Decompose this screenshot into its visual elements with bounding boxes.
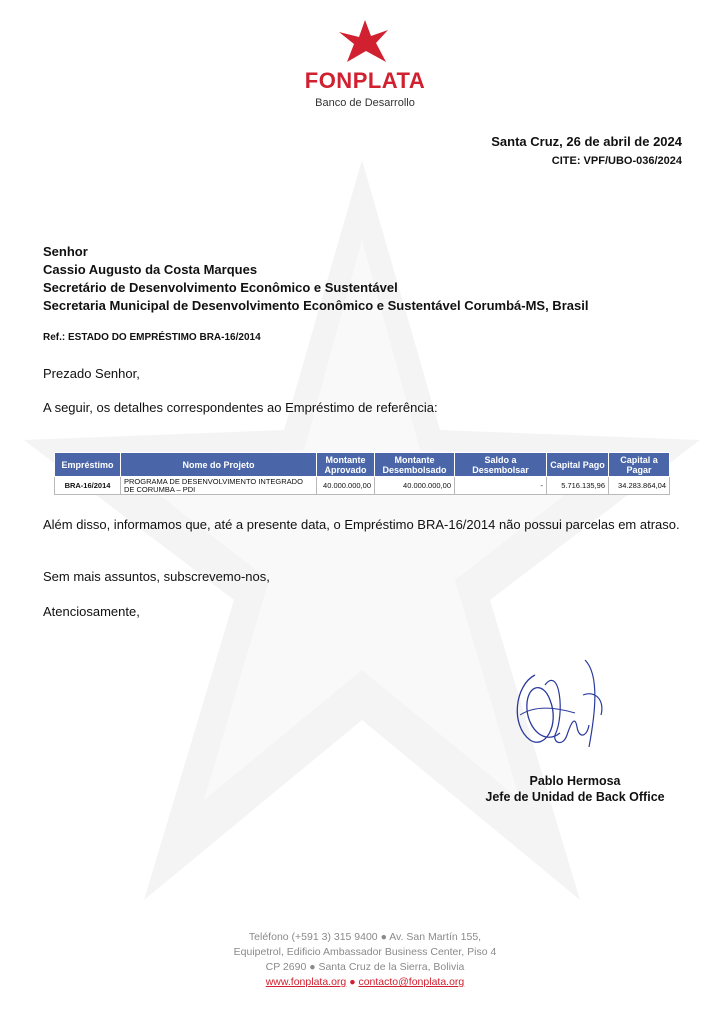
star-icon [290, 18, 440, 70]
table-cell: BRA-16/2014 [55, 477, 121, 495]
footer-line: Teléfono (+591 3) 315 9400 ● Av. San Martín 155, [248, 931, 482, 943]
table-row [55, 477, 670, 495]
table-cell: 5.716.135,96 [547, 477, 609, 495]
footer-line: Equipetrol, Edificio Ambassador Business Center, Piso 4 [233, 946, 497, 958]
table-cell: 40.000.000,00 [375, 477, 455, 495]
column-header: Montante Aprovado [317, 453, 375, 477]
footer-separator: ● [349, 976, 356, 988]
closing-line: Sem mais assuntos, subscrevemo-nos, [43, 569, 270, 584]
footer-line: CP 2690 ● Santa Cruz de la Sierra, Bolivia [265, 961, 465, 973]
footer [190, 930, 540, 990]
intro-text: A seguir, os detalhes correspondentes ao Empréstimo de referência: [43, 400, 438, 415]
column-header: Empréstimo [55, 453, 121, 477]
column-header: Capital a Pagar [609, 453, 670, 477]
status-paragraph: Além disso, informamos que, até a presente data, o Empréstimo BRA-16/2014 não possui parcelas em atraso. [43, 517, 680, 532]
fonplata-logo [290, 18, 440, 113]
recipient-organization: Secretaria Municipal de Desenvolvimento Econômico e Sustentável Corumbá-MS, Brasil [43, 298, 589, 313]
letter-cite: CITE: VPF/UBO-036/2024 [551, 155, 682, 167]
signer-block [470, 773, 680, 805]
salutation: Prezado Senhor, [43, 366, 140, 381]
signer-name: Pablo Hermosa [529, 774, 621, 788]
table-cell: PROGRAMA DE DESENVOLVIMENTO INTEGRADO DE CORUMBA – PDI [121, 477, 317, 495]
letter-date: Santa Cruz, 26 de abril de 2024 [491, 134, 682, 149]
table-header-row [55, 453, 670, 477]
table-cell: 40.000.000,00 [317, 477, 375, 495]
closing-regards: Atenciosamente, [43, 604, 140, 619]
recipient-position: Secretário de Desenvolvimento Econômico e Sustentável [43, 280, 398, 295]
logo-subtitle: Banco de Desarrollo [315, 97, 415, 109]
column-header: Capital Pago [547, 453, 609, 477]
reference-line: Ref.: ESTADO DO EMPRÉSTIMO BRA-16/2014 [43, 332, 261, 343]
recipient-block [43, 243, 588, 315]
table-cell: - [455, 477, 547, 495]
column-header: Montante Desembolsado [375, 453, 455, 477]
column-header: Nome do Projeto [121, 453, 317, 477]
handwritten-signature [505, 655, 615, 755]
logo-name: FONPLATA [304, 68, 426, 93]
footer-links [190, 975, 540, 990]
table-cell: 34.283.864,04 [609, 477, 670, 495]
website-link[interactable]: www.fonplata.org [265, 976, 347, 988]
recipient-name: Cassio Augusto da Costa Marques [43, 262, 258, 277]
email-link[interactable]: contacto@fonplata.org [358, 976, 465, 988]
loan-table [54, 452, 670, 495]
column-header: Saldo a Desembolsar [455, 453, 547, 477]
signer-title: Jefe de Unidad de Back Office [485, 790, 665, 804]
recipient-line: Senhor [43, 244, 88, 259]
